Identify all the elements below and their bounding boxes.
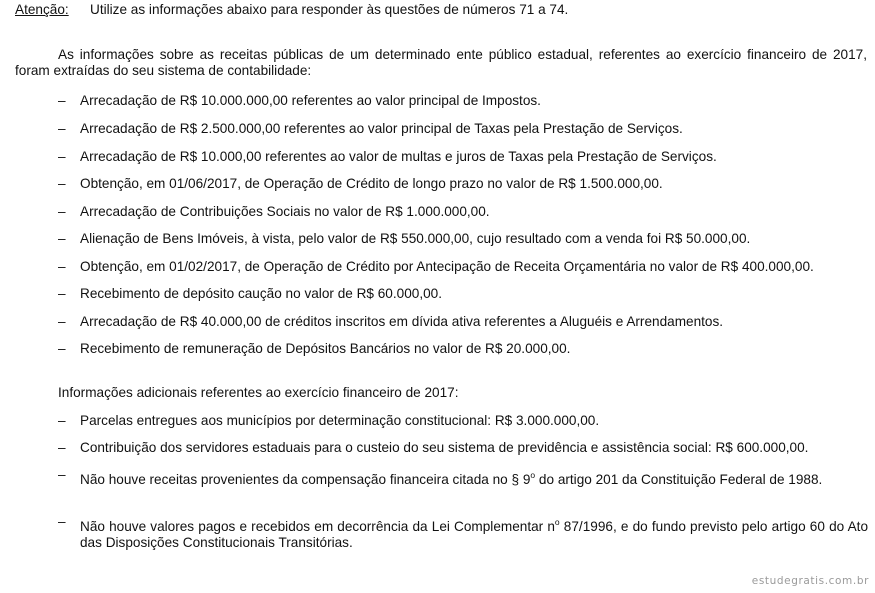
list-item-text: Arrecadação de R$ 10.000,00 referentes ao valor de multas e juros de Taxas pela Prestação de Serviços. — [80, 149, 717, 164]
dash-bullet: – — [58, 467, 66, 482]
attention-text: Utilize as informações abaixo para responder às questões de números 71 a 74. — [90, 2, 569, 17]
text-part: Não houve receitas provenientes da compensação financeira citada no § 9 — [80, 472, 531, 487]
list-item-text: Obtenção, em 01/06/2017, de Operação de Crédito de longo prazo no valor de R$ 1.500.000,00. — [80, 176, 663, 191]
superscript: o — [554, 517, 560, 527]
list-item-text: Recebimento de remuneração de Depósitos Bancários no valor de R$ 20.000,00. — [80, 341, 571, 356]
list-item-text — [80, 514, 868, 551]
dash-bullet: – — [58, 341, 66, 356]
list-item-text — [80, 467, 868, 488]
dash-bullet: – — [58, 121, 66, 136]
dash-bullet: – — [58, 204, 66, 219]
intro-paragraph: As informações sobre as receitas públicas de um determinado ente público estadual, referentes ao exercício financeiro de 2017, foram extraídas do seu sistema de contabilidade: — [15, 47, 867, 78]
list-item-text: Parcelas entregues aos municípios por determinação constitucional: R$ 3.000.000,00. — [80, 413, 600, 428]
dash-bullet: – — [58, 413, 66, 428]
dash-bullet: – — [58, 149, 66, 164]
text-part: do artigo 201 da Constituição Federal de 1988. — [535, 472, 823, 487]
additional-heading: Informações adicionais referentes ao exercício financeiro de 2017: — [58, 385, 459, 400]
dash-bullet: – — [58, 286, 66, 301]
dash-bullet: – — [58, 259, 66, 274]
list-item-text: Obtenção, em 01/02/2017, de Operação de Crédito por Antecipação de Receita Orçamentária no valor de R$ 400.000,00. — [80, 259, 814, 274]
list-item-text: Alienação de Bens Imóveis, à vista, pelo valor de R$ 550.000,00, cujo resultado com a venda foi R$ 50.000,00. — [80, 231, 751, 246]
text-part: 87/1996, e do fundo previsto pelo artigo 60 do Ato das Disposições Constitucionais Transitórias. — [80, 519, 869, 550]
list-item-text: Arrecadação de R$ 10.000.000,00 referentes ao valor principal de Impostos. — [80, 93, 541, 108]
attention-label: Atenção: — [15, 2, 69, 17]
dash-bullet: – — [58, 514, 66, 529]
list-item-text: Contribuição dos servidores estaduais para o custeio do seu sistema de previdência e assistência social: R$ 600.000,00. — [80, 440, 809, 455]
list-item-text: Arrecadação de R$ 2.500.000,00 referentes ao valor principal de Taxas pela Prestação de Serviços. — [80, 121, 683, 136]
dash-bullet: – — [58, 231, 66, 246]
dash-bullet: – — [58, 314, 66, 329]
attention-line — [15, 2, 569, 18]
dash-bullet: – — [58, 176, 66, 191]
text-part: Não houve valores pagos e recebidos em decorrência da Lei Complementar n — [80, 519, 555, 534]
superscript: o — [530, 470, 536, 480]
list-item-text: Recebimento de depósito caução no valor de R$ 60.000,00. — [80, 286, 442, 301]
dash-bullet: – — [58, 93, 66, 108]
watermark: estudegratis.com.br — [751, 575, 869, 587]
list-item-text: Arrecadação de R$ 40.000,00 de créditos inscritos em dívida ativa referentes a Aluguéis e Arrendamentos. — [80, 314, 724, 329]
dash-bullet: – — [58, 440, 66, 455]
list-item-text: Arrecadação de Contribuições Sociais no valor de R$ 1.000.000,00. — [80, 204, 490, 219]
